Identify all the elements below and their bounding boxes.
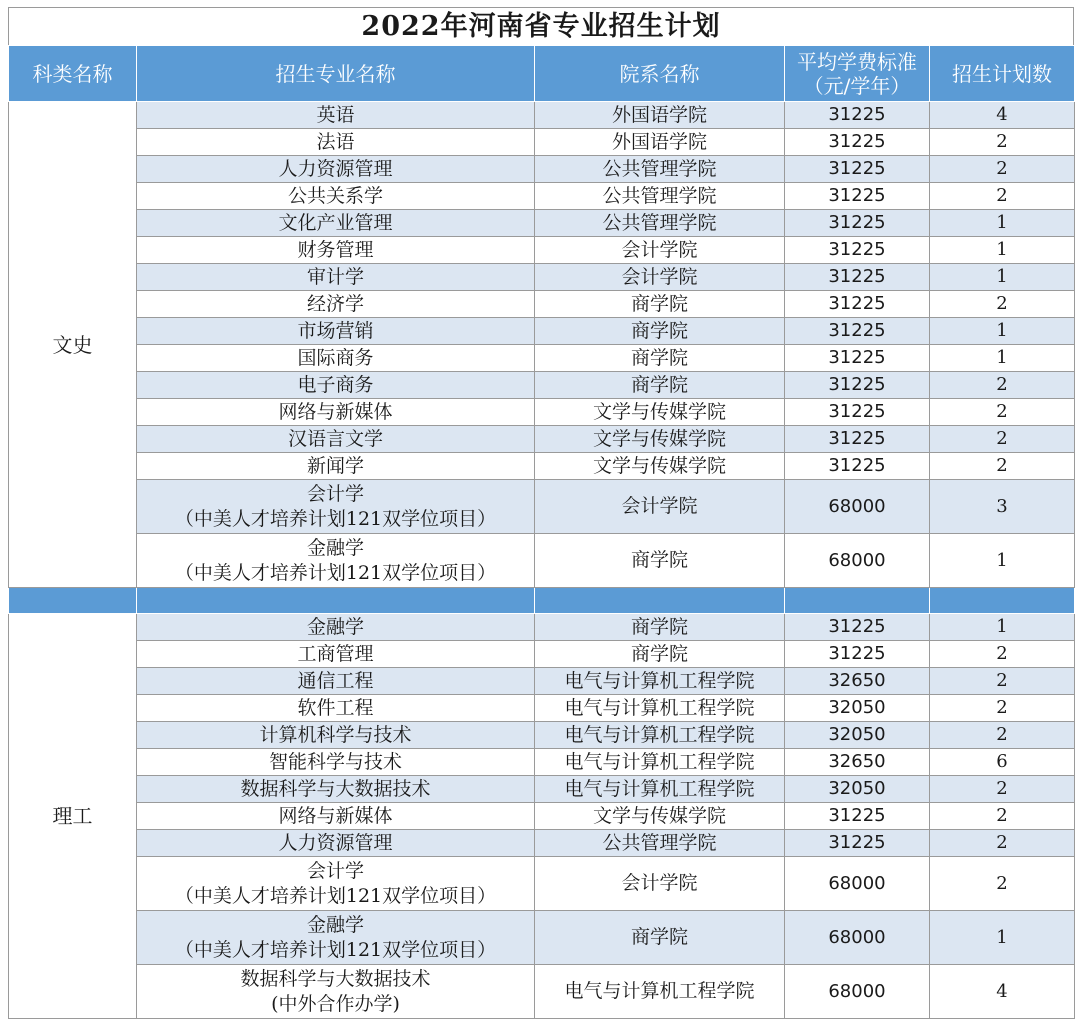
major-cell: 市场营销 bbox=[137, 318, 535, 345]
fee-cell: 31225 bbox=[785, 830, 930, 857]
department-cell: 公共管理学院 bbox=[535, 210, 785, 237]
table-row bbox=[9, 291, 1075, 318]
table-row bbox=[9, 318, 1075, 345]
fee-cell: 31225 bbox=[785, 129, 930, 156]
plan-count-cell: 4 bbox=[930, 102, 1075, 129]
major-cell: 软件工程 bbox=[137, 695, 535, 722]
major-cell: 人力资源管理 bbox=[137, 830, 535, 857]
department-cell: 商学院 bbox=[535, 534, 785, 588]
fee-cell: 31225 bbox=[785, 183, 930, 210]
department-cell: 商学院 bbox=[535, 318, 785, 345]
plan-count-cell: 1 bbox=[930, 237, 1075, 264]
table-row bbox=[9, 210, 1075, 237]
plan-count-cell: 2 bbox=[930, 641, 1075, 668]
major-cell: 通信工程 bbox=[137, 668, 535, 695]
plan-count-cell: 2 bbox=[930, 722, 1075, 749]
table-row bbox=[9, 830, 1075, 857]
department-cell: 文学与传媒学院 bbox=[535, 426, 785, 453]
major-cell: 审计学 bbox=[137, 264, 535, 291]
page-title: 2022年河南省专业招生计划 bbox=[8, 7, 1074, 45]
major-cell: 英语 bbox=[137, 102, 535, 129]
major-cell: 数据科学与大数据技术 bbox=[137, 776, 535, 803]
plan-count-cell: 2 bbox=[930, 372, 1075, 399]
table-row bbox=[9, 614, 1075, 641]
major-cell: 公共关系学 bbox=[137, 183, 535, 210]
plan-count-cell: 2 bbox=[930, 426, 1075, 453]
fee-cell: 31225 bbox=[785, 345, 930, 372]
major-cell: 文化产业管理 bbox=[137, 210, 535, 237]
plan-count-cell: 2 bbox=[930, 291, 1075, 318]
header-plan-count: 招生计划数 bbox=[930, 46, 1075, 102]
table-row bbox=[9, 695, 1075, 722]
plan-count-cell: 1 bbox=[930, 911, 1075, 965]
fee-cell: 32050 bbox=[785, 776, 930, 803]
table-row bbox=[9, 399, 1075, 426]
major-cell: 经济学 bbox=[137, 291, 535, 318]
fee-cell: 68000 bbox=[785, 911, 930, 965]
plan-count-cell: 2 bbox=[930, 129, 1075, 156]
major-cell: 网络与新媒体 bbox=[137, 399, 535, 426]
table-row bbox=[9, 183, 1075, 210]
header-department: 院系名称 bbox=[535, 46, 785, 102]
table-row bbox=[9, 426, 1075, 453]
header-fee: 平均学费标准 （元/学年） bbox=[785, 46, 930, 102]
table-row bbox=[9, 641, 1075, 668]
major-cell: 计算机科学与技术 bbox=[137, 722, 535, 749]
major-cell: 财务管理 bbox=[137, 237, 535, 264]
fee-cell: 31225 bbox=[785, 264, 930, 291]
table-row bbox=[9, 102, 1075, 129]
department-cell: 文学与传媒学院 bbox=[535, 453, 785, 480]
department-cell: 商学院 bbox=[535, 641, 785, 668]
department-cell: 商学院 bbox=[535, 911, 785, 965]
fee-cell: 31225 bbox=[785, 426, 930, 453]
table-row bbox=[9, 668, 1075, 695]
plan-count-cell: 2 bbox=[930, 776, 1075, 803]
department-cell: 电气与计算机工程学院 bbox=[535, 965, 785, 1019]
department-cell: 商学院 bbox=[535, 345, 785, 372]
fee-cell: 31225 bbox=[785, 399, 930, 426]
major-cell: 法语 bbox=[137, 129, 535, 156]
separator-cell bbox=[930, 588, 1075, 614]
department-cell: 会计学院 bbox=[535, 264, 785, 291]
category-cell: 文史 bbox=[9, 102, 137, 588]
major-cell: 工商管理 bbox=[137, 641, 535, 668]
fee-cell: 32050 bbox=[785, 722, 930, 749]
department-cell: 电气与计算机工程学院 bbox=[535, 749, 785, 776]
fee-cell: 32650 bbox=[785, 668, 930, 695]
fee-cell: 68000 bbox=[785, 534, 930, 588]
plan-count-cell: 2 bbox=[930, 695, 1075, 722]
department-cell: 电气与计算机工程学院 bbox=[535, 695, 785, 722]
fee-cell: 31225 bbox=[785, 614, 930, 641]
plan-count-cell: 1 bbox=[930, 345, 1075, 372]
plan-count-cell: 1 bbox=[930, 534, 1075, 588]
plan-count-cell: 1 bbox=[930, 318, 1075, 345]
plan-count-cell: 1 bbox=[930, 614, 1075, 641]
fee-cell: 32650 bbox=[785, 749, 930, 776]
plan-count-cell: 1 bbox=[930, 210, 1075, 237]
separator-cell bbox=[137, 588, 535, 614]
major-cell: 人力资源管理 bbox=[137, 156, 535, 183]
plan-count-cell: 2 bbox=[930, 183, 1075, 210]
table-row bbox=[9, 749, 1075, 776]
plan-count-cell: 2 bbox=[930, 830, 1075, 857]
major-cell: 网络与新媒体 bbox=[137, 803, 535, 830]
fee-cell: 31225 bbox=[785, 237, 930, 264]
department-cell: 公共管理学院 bbox=[535, 830, 785, 857]
fee-cell: 31225 bbox=[785, 102, 930, 129]
major-cell: 金融学 （中美人才培养计划121双学位项目） bbox=[137, 911, 535, 965]
major-cell: 新闻学 bbox=[137, 453, 535, 480]
fee-cell: 68000 bbox=[785, 857, 930, 911]
department-cell: 商学院 bbox=[535, 372, 785, 399]
group-separator-row bbox=[9, 588, 1075, 614]
enrollment-table bbox=[8, 45, 1075, 1019]
separator-cell bbox=[535, 588, 785, 614]
department-cell: 公共管理学院 bbox=[535, 183, 785, 210]
fee-cell: 32050 bbox=[785, 695, 930, 722]
table-row bbox=[9, 803, 1075, 830]
header-category: 科类名称 bbox=[9, 46, 137, 102]
table-row bbox=[9, 965, 1075, 1019]
table-body bbox=[9, 102, 1075, 1019]
table-row bbox=[9, 722, 1075, 749]
table-row bbox=[9, 372, 1075, 399]
table-row bbox=[9, 453, 1075, 480]
plan-count-cell: 2 bbox=[930, 803, 1075, 830]
plan-count-cell: 2 bbox=[930, 857, 1075, 911]
major-cell: 金融学 bbox=[137, 614, 535, 641]
department-cell: 电气与计算机工程学院 bbox=[535, 776, 785, 803]
table-row bbox=[9, 534, 1075, 588]
department-cell: 会计学院 bbox=[535, 857, 785, 911]
header-major: 招生专业名称 bbox=[137, 46, 535, 102]
major-cell: 电子商务 bbox=[137, 372, 535, 399]
department-cell: 公共管理学院 bbox=[535, 156, 785, 183]
plan-count-cell: 3 bbox=[930, 480, 1075, 534]
separator-cell bbox=[785, 588, 930, 614]
plan-count-cell: 6 bbox=[930, 749, 1075, 776]
department-cell: 商学院 bbox=[535, 614, 785, 641]
plan-count-cell: 2 bbox=[930, 453, 1075, 480]
fee-cell: 31225 bbox=[785, 318, 930, 345]
fee-cell: 31225 bbox=[785, 641, 930, 668]
fee-cell: 68000 bbox=[785, 480, 930, 534]
plan-count-cell: 2 bbox=[930, 668, 1075, 695]
enrollment-plan-sheet bbox=[8, 7, 1074, 1019]
table-row bbox=[9, 264, 1075, 291]
fee-cell: 31225 bbox=[785, 291, 930, 318]
table-row bbox=[9, 776, 1075, 803]
separator-cell bbox=[9, 588, 137, 614]
table-row bbox=[9, 345, 1075, 372]
fee-cell: 31225 bbox=[785, 372, 930, 399]
major-cell: 会计学 （中美人才培养计划121双学位项目） bbox=[137, 857, 535, 911]
table-row bbox=[9, 857, 1075, 911]
fee-cell: 31225 bbox=[785, 156, 930, 183]
table-row bbox=[9, 237, 1075, 264]
major-cell: 国际商务 bbox=[137, 345, 535, 372]
fee-cell: 68000 bbox=[785, 965, 930, 1019]
fee-cell: 31225 bbox=[785, 803, 930, 830]
table-row bbox=[9, 129, 1075, 156]
department-cell: 外国语学院 bbox=[535, 129, 785, 156]
department-cell: 会计学院 bbox=[535, 237, 785, 264]
department-cell: 电气与计算机工程学院 bbox=[535, 722, 785, 749]
department-cell: 文学与传媒学院 bbox=[535, 399, 785, 426]
major-cell: 金融学 （中美人才培养计划121双学位项目） bbox=[137, 534, 535, 588]
department-cell: 电气与计算机工程学院 bbox=[535, 668, 785, 695]
major-cell: 汉语言文学 bbox=[137, 426, 535, 453]
plan-count-cell: 4 bbox=[930, 965, 1075, 1019]
department-cell: 外国语学院 bbox=[535, 102, 785, 129]
table-row bbox=[9, 911, 1075, 965]
table-row bbox=[9, 156, 1075, 183]
department-cell: 文学与传媒学院 bbox=[535, 803, 785, 830]
plan-count-cell: 1 bbox=[930, 264, 1075, 291]
department-cell: 会计学院 bbox=[535, 480, 785, 534]
major-cell: 智能科学与技术 bbox=[137, 749, 535, 776]
category-cell: 理工 bbox=[9, 614, 137, 1019]
header-row bbox=[9, 46, 1075, 102]
table-row bbox=[9, 480, 1075, 534]
fee-cell: 31225 bbox=[785, 210, 930, 237]
plan-count-cell: 2 bbox=[930, 399, 1075, 426]
department-cell: 商学院 bbox=[535, 291, 785, 318]
fee-cell: 31225 bbox=[785, 453, 930, 480]
major-cell: 数据科学与大数据技术 (中外合作办学) bbox=[137, 965, 535, 1019]
major-cell: 会计学 （中美人才培养计划121双学位项目） bbox=[137, 480, 535, 534]
plan-count-cell: 2 bbox=[930, 156, 1075, 183]
